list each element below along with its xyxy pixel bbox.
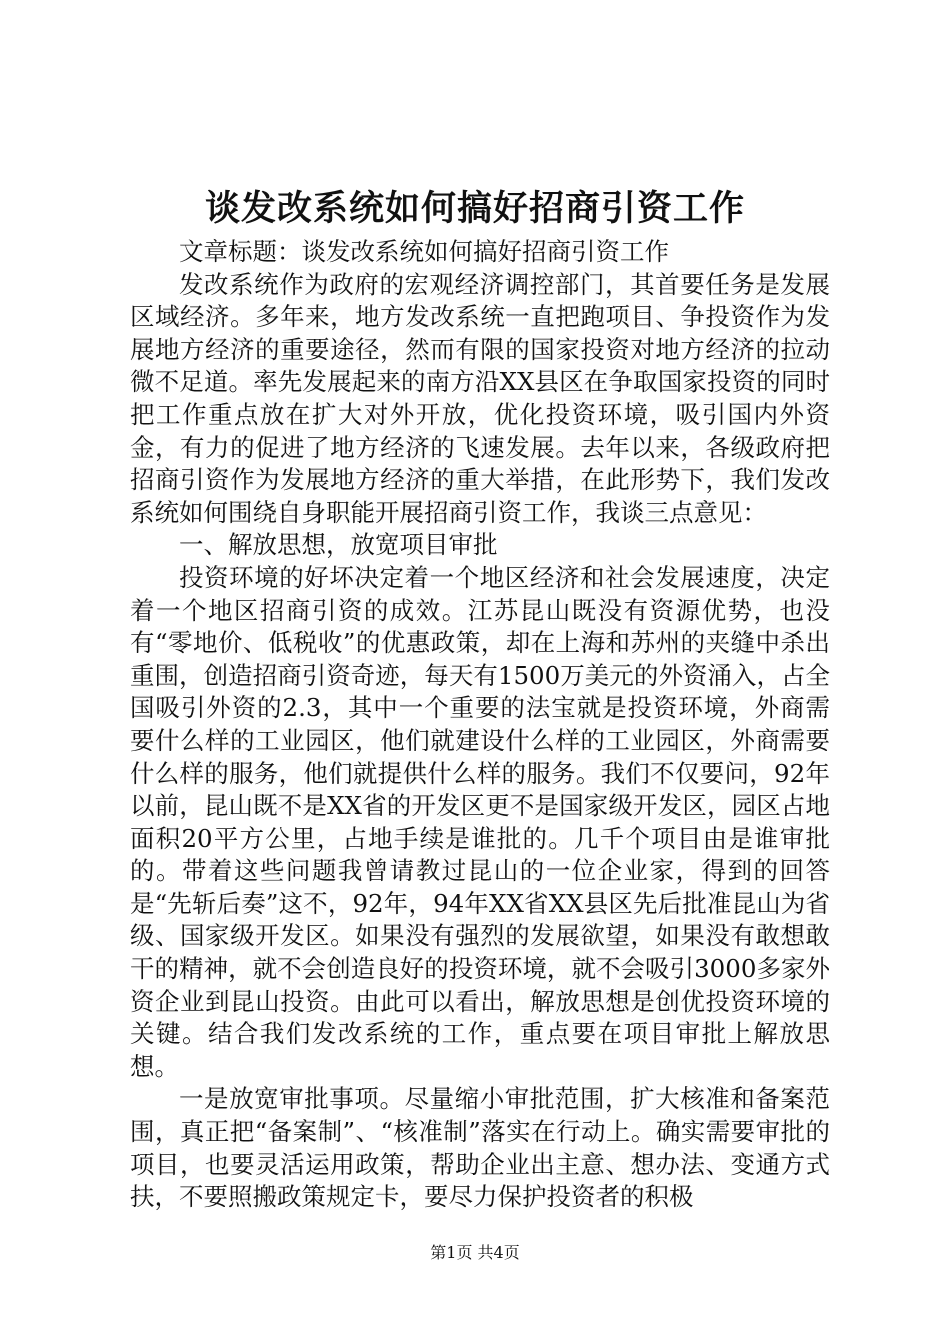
paragraph-article-title: 文章标题：谈发改系统如何搞好招商引资工作: [179, 237, 669, 266]
document-title: 谈发改系统如何搞好招商引资工作: [204, 188, 745, 229]
document-body: [130, 236, 830, 1214]
paragraph-intro: 发改系统作为政府的宏观经济调控部门，其首要任务是发展区域经济。多年来，地方发改系统一直把跑项目、争投资作为发展地方经济的重要途径，然而有限的国家投资对地方经济的拉动微不足道。率先发展起来的南方沿XX县区在争取国家投资的同时把工作重点放在扩大对外开放，优化投资环境，吸引国内外资金，有力的促进了地方经济的飞速发展。去年以来，各级政府把招商引资作为发展地方经济的重大举措，在此形势下，我们发改系统如何围绕自身职能开展招商引资工作，我谈三点意见：: [130, 269, 830, 527]
page-footer: 第1页 共4页: [430, 1243, 520, 1262]
section-heading-1: 一、解放思想，放宽项目审批: [179, 530, 498, 560]
paragraph-investment-environment: 投资环境的好坏决定着一个地区经济和社会发展速度，决定着一个地区招商引资的成效。江苏昆山既没有资源优势，也没有“零地价、低税收”的优惠政策，却在上海和苏州的夹缝中杀出重围，创造招商引资奇迹，每天有1500万美元的外资涌入，占全国吸引外资的2.3，其中一个重要的法宝就是投资环境，外商需要什么样的工业园区，他们就建设什么样的工业园区，外商需要什么样的服务，他们就提供什么样的服务。我们不仅要问，92年以前，昆山既不是XX省的开发区更不是国家级开发区，园区占地面积20平方公里，占地手续是谁批的。几千个项目由是谁审批的。带着这些问题我曾请教过昆山的一位企业家，得到的回答是“先斩后奏”这不，92年，94年XX省XX县区先后批准昆山为省级、国家级开发区。如果没有强烈的发展欲望，如果没有敢想敢干的精神，就不会创造良好的投资环境，就不会吸引3000多家外资企业到昆山投资。由此可以看出，解放思想是创优投资环境的关键。结合我们发改系统的工作，重点要在项目审批上解放思想。: [130, 562, 830, 1081]
paragraph-approval-scope: 一是放宽审批事项。尽量缩小审批范围，扩大核准和备案范围，真正把“备案制”、“核准制”落实在行动上。确实需要审批的项目，也要灵活运用政策，帮助企业出主意、想办法、变通方式扶，不要照搬政策规定卡，要尽力保护投资者的积极: [130, 1084, 830, 1212]
